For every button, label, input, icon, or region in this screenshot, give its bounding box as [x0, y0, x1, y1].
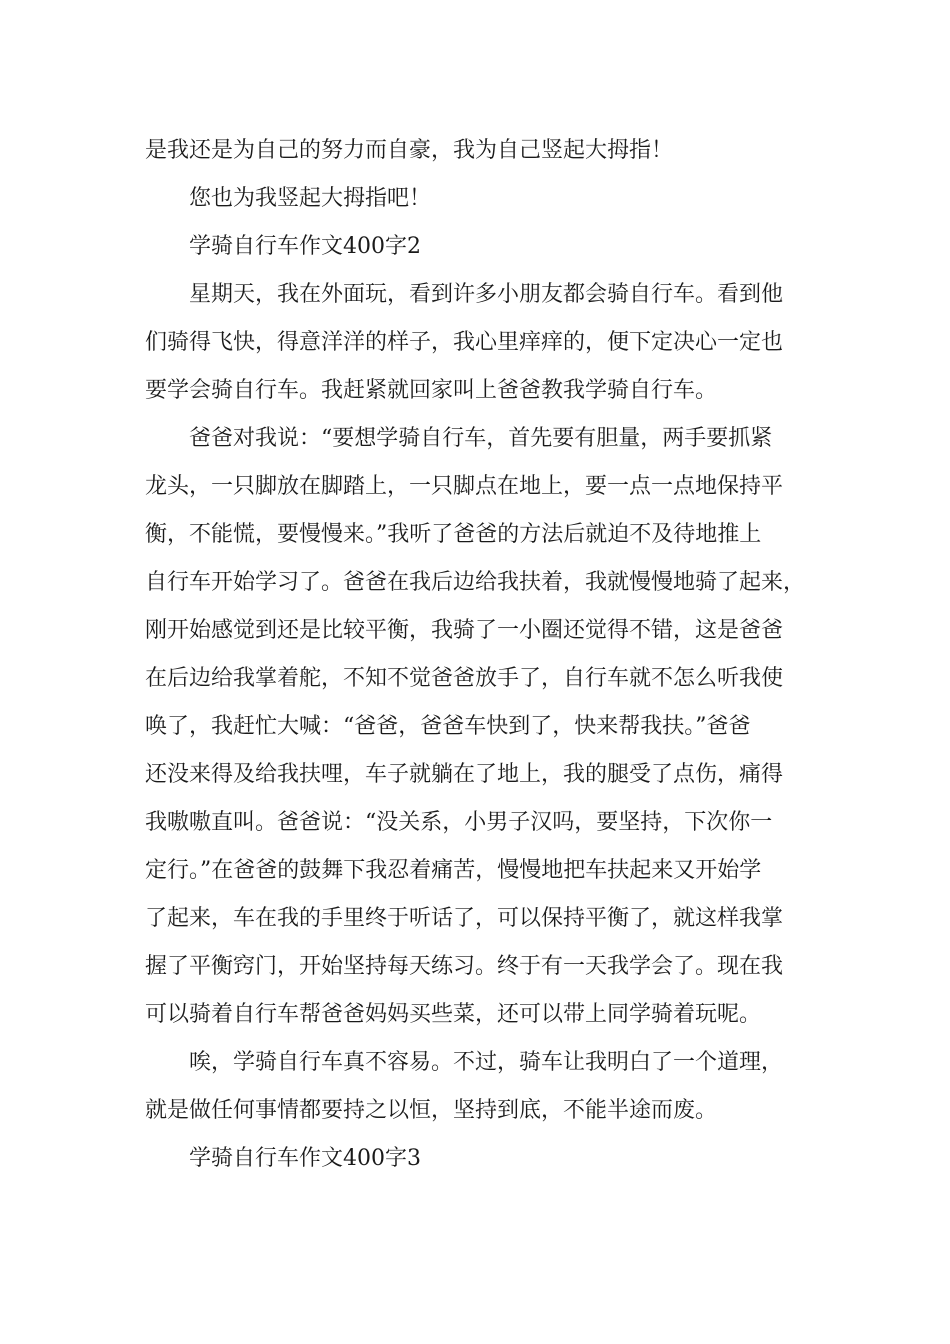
- paragraph-line: 了起来，车在我的手里终于听话了，可以保持平衡了，就这样我掌: [145, 906, 784, 931]
- paragraph-line: 可以骑着自行车帮爸爸妈妈买些菜，还可以带上同学骑着玩呢。: [145, 1002, 762, 1027]
- paragraph-line: 星期天，我在外面玩，看到许多小朋友都会骑自行车。看到他: [189, 282, 784, 307]
- paragraph-line: 们骑得飞快，得意洋洋的样子，我心里痒痒的，便下定决心一定也: [145, 330, 784, 355]
- paragraph-line: 定行。”在爸爸的鼓舞下我忍着痛苦，慢慢地把车扶起来又开始学: [145, 858, 762, 883]
- section-heading: 学骑自行车作文400字3: [189, 1146, 421, 1171]
- paragraph-line: 自行车开始学习了。爸爸在我后边给我扶着，我就慢慢地骑了起来，: [145, 570, 806, 595]
- paragraph-line: 刚开始感觉到还是比较平衡，我骑了一小圈还觉得不错，这是爸爸: [145, 618, 784, 643]
- document-body: [145, 127, 810, 1183]
- paragraph-line: 衡，不能慌，要慢慢来。”我听了爸爸的方法后就迫不及待地推上: [145, 522, 762, 547]
- paragraph-line: 在后边给我掌着舵，不知不觉爸爸放手了，自行车就不怎么听我使: [145, 666, 784, 691]
- paragraph-line: 是我还是为自己的努力而自豪，我为自己竖起大拇指！: [145, 138, 674, 163]
- section-heading: 学骑自行车作文400字2: [189, 234, 421, 259]
- paragraph-line: 就是做任何事情都要持之以恒，坚持到底，不能半途而废。: [145, 1098, 718, 1123]
- paragraph-line: 龙头，一只脚放在脚踏上，一只脚点在地上，要一点一点地保持平: [145, 474, 784, 499]
- paragraph-line: 握了平衡窍门，开始坚持每天练习。终于有一天我学会了。现在我: [145, 954, 784, 979]
- paragraph-line: 爸爸对我说：“要想学骑自行车，首先要有胆量，两手要抓紧: [189, 426, 773, 451]
- paragraph-line: 还没来得及给我扶哩，车子就躺在了地上，我的腿受了点伤，痛得: [145, 762, 784, 787]
- paragraph-line: 唤了，我赶忙大喊：“爸爸，爸爸车快到了，快来帮我扶。”爸爸: [145, 714, 751, 739]
- paragraph-line: 我嗷嗷直叫。爸爸说：“没关系，小男子汉吗，要坚持，下次你一: [145, 810, 773, 835]
- paragraph-line: 唉，学骑自行车真不容易。不过，骑车让我明白了一个道理，: [189, 1050, 784, 1075]
- paragraph-line: 要学会骑自行车。我赶紧就回家叫上爸爸教我学骑自行车。: [145, 378, 718, 403]
- paragraph-line: 您也为我竖起大拇指吧！: [189, 186, 432, 211]
